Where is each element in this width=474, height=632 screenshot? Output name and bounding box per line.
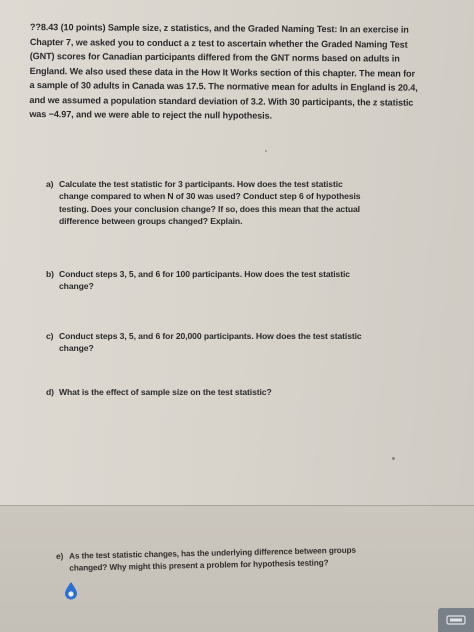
question-c (46, 330, 386, 355)
question-c-line1: Conduct steps 3, 5, and 6 for 20,000 participants. How does the test statistic (59, 331, 362, 341)
question-b (46, 268, 386, 293)
question-e-rest: changed? Why might this present a problem for hypothesis testing? (69, 558, 329, 573)
ink-dot (265, 150, 267, 152)
question-e-line1: As the test statistic changes, has the underlying difference between groups (69, 545, 357, 561)
question-c-label: c) (46, 331, 54, 341)
question-d-label: d) (46, 387, 54, 397)
page-smudge (392, 457, 395, 460)
question-b-label: b) (46, 269, 54, 279)
problem-intro: ??8.43 (10 points) Sample size, z statistics, and the Graded Naming Test: In an exercise in Chapter 7, we asked you to conduct a z test to ascertain whether the Graded Naming Test (GNT) scores for Canadian participants differed from the GNT norms based on adults in England. We also used these data in the How It Works section of this chapter. The mean for a sample of 30 adults in Canada was 17.5. The normative mean for adults in England is 20.4, and we assumed a population standard deviation of 3.2. With 30 participants, the z statistic was −4.97, and we were able to reject the null hypothesis. (29, 21, 418, 121)
device-corner-icon (446, 614, 466, 626)
question-b-line1: Conduct steps 3, 5, and 6 for 100 participants. How does the test statistic (59, 269, 350, 279)
question-a (46, 178, 386, 228)
question-b-rest: change? (59, 281, 94, 292)
question-d-line1: What is the effect of sample size on the test statistic? (59, 387, 272, 397)
question-a-line1: Calculate the test statistic for 3 participants. How does the test statistic (59, 179, 343, 189)
question-d (46, 386, 386, 398)
question-e-label: e) (56, 551, 64, 561)
question-a-rest: change compared to when N of 30 was used? Conduct step 6 of hypothesis testing. Does your conclusion change? If so, does this mean that the actual difference between groups changed? Explain. (59, 191, 361, 227)
question-c-rest: change? (59, 343, 94, 354)
cursor-drop-icon (64, 582, 78, 600)
question-a-label: a) (46, 179, 54, 189)
